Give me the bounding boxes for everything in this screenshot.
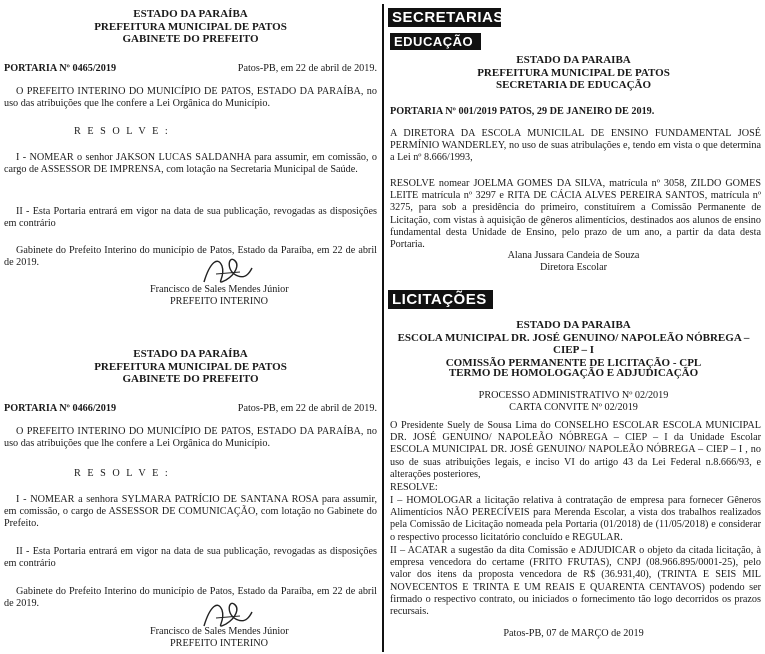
portaria1-sig-name: Francisco de Sales Mendes Júnior [150, 284, 289, 295]
portaria2-item2: II - Esta Portaria entrará em vigor na data de sua publicação, revogadas as disposições em contrário [4, 546, 377, 570]
header-line: ESTADO DA PARAIBA [516, 54, 631, 66]
licitacao-carta: CARTA CONVITE Nº 02/2019 [509, 402, 638, 413]
licitacao-item1: I – HOMOLOGAR a licitação relativa à contratação de empresa para fornecer Gêneros Alimentícios NÃO PERECÍVEIS para Merenda Escolar, a vista dos trabalhos realizados pela Comissão de Licitação nomeada pela Portaria (01/2018) de (11/05/2018) e considerar o respectivo processo licitatório concluído e REGULAR. [390, 495, 761, 543]
header-line: ESCOLA MUNICIPAL DR. JOSÉ GENUINO/ NAPOLEÃO NÓBREGA – CIEP – I [397, 331, 750, 356]
portaria1-sig-title: PREFEITO INTERINO [170, 296, 269, 307]
right-column [386, 0, 765, 654]
header-line: GABINETE DO PREFEITO [122, 33, 259, 45]
portaria1-date: Patos-PB, em 22 de abril de 2019. [237, 63, 377, 74]
licitacao-header [386, 319, 761, 369]
educacao-header [386, 54, 761, 92]
licitacao-resolve: RESOLVE: [390, 482, 438, 493]
educacao-para2: RESOLVE nomear JOELMA GOMES DA SILVA, matrícula nº 3058, ZILDO GOMES LEITE matrícula nº 3297 e RITA DE CÁCIA ALVES PEREIRA SANTOS, matrícula nº 3275, para sob a presidência do primeiro, constituírem a Comissão Permanente de Licitação, com vistas à aquisição de gêneros alimentícios, destinados aos alunos de ensino fundamental desta Unidade de Ensino, pelo prazo de um ano, a partir da data desta Portaria. [390, 178, 761, 251]
header-line: PREFEITURA MUNICIPAL DE PATOS [477, 66, 670, 79]
portaria1-number: PORTARIA Nº 0465/2019 [4, 63, 117, 74]
header-line: ESTADO DA PARAÍBA [133, 8, 248, 20]
section-title-secretarias: SECRETARIAS [388, 8, 501, 27]
portaria1-intro: O PREFEITO INTERINO DO MUNICÍPIO DE PATOS, ESTADO DA PARAÍBA, no uso das atribuições que lhe confere a Lei Orgânica do Município. [4, 86, 377, 110]
portaria2-number-row [4, 403, 377, 415]
portaria2-date: Patos-PB, em 22 de abril de 2019. [237, 403, 377, 414]
educacao-para1: A DIRETORA DA ESCOLA MUNICILAL DE ENSINO FUNDAMENTAL JOSÉ PERMÍNIO WANDERLEY, no uso de suas atribulações e, tendo em vista o que determina a Lei nº 8.666/1993, [390, 128, 761, 164]
header-line: ESTADO DA PARAÍBA [133, 348, 248, 360]
portaria1-number-row [4, 63, 377, 75]
section-title-educacao: EDUCAÇÃO [390, 33, 481, 50]
portaria2-sig-title: PREFEITO INTERINO [170, 638, 269, 649]
licitacao-termo: TERMO DE HOMOLOGAÇÃO E ADJUDICAÇÃO [448, 367, 699, 379]
portaria1-item2: II - Esta Portaria entrará em vigor na data de sua publicação, revogadas as disposições em contrário [4, 206, 377, 230]
header-line: SECRETARIA DE EDUCAÇÃO [495, 79, 652, 91]
licitacao-processo: PROCESSO ADMINISTRATIVO Nº 02/2019 [478, 390, 669, 401]
educacao-sig-title: Diretora Escolar [539, 262, 608, 273]
educacao-sig-name: Alana Jussara Candeia de Souza [507, 250, 640, 261]
portaria2-sig-name: Francisco de Sales Mendes Júnior [150, 626, 289, 637]
left-column [0, 0, 381, 654]
portaria1-closing: Gabinete do Prefeito Interino do município de Patos, Estado da Paraíba, em 22 de abril de 2019. [4, 245, 377, 269]
header-line: PREFEITURA MUNICIPAL DE PATOS [94, 360, 287, 373]
header-line: GABINETE DO PREFEITO [122, 373, 259, 385]
licitacao-para1: O Presidente Suely de Sousa Lima do CONSELHO ESCOLAR ESCOLA MUNICIPAL DR. JOSÉ GENUINO/ NAPOLEÃO NÓBREGA – CIEP – I da Unidade Escolar ESCOLA MUNICIPAL DR. JOSÉ GENUINO/ NAPOLEÃO NÓBREGA – CIEP – I , no uso de suas atribuições legais, e inciso VI do artigo 43 da Lei Federal n.8.666/93, e alterações posteriores, [390, 420, 761, 480]
licitacao-item2: II – ACATAR a sugestão da dita Comissão e ADJUDICAR o objeto da citada licitação, à empresa vencedora do certame (FRITO FRUTAS), CNPJ (08.966.895/0001-25), pelo valor dos itens da proposta vencedora de R$ (36.931,40), (TRINTA E SEIS MIL NOVECENTOS E TRINTA E UM REAIS E QUARENTA CENTAVOS) podendo ser firmado o respectivo contrato, ou iniciados o fornecimento tão logo decorridos os prazos recursais. [390, 545, 761, 618]
header-line: PREFEITURA MUNICIPAL DE PATOS [94, 20, 287, 33]
portaria2-item1: I - NOMEAR a senhora SYLMARA PATRÍCIO DE SANTANA ROSA para assumir, em comissão, o cargo de ASSESSOR DE COMUNICAÇÃO, com lotação no Gabinete do Prefeito. [4, 494, 377, 530]
header-line: ESTADO DA PARAIBA [516, 319, 631, 331]
header-line: COMISSÃO PERMANENTE DE LICITAÇÃO - CPL [445, 356, 702, 369]
portaria1-item1: I - NOMEAR o senhor JAKSON LUCAS SALDANHA para assumir, em comissão, o cargo de ASSESSOR DE IMPRENSA, com lotação na Secretaria Municipal de Saúde. [4, 152, 377, 176]
portaria1-resolve: R E S O L V E : [74, 126, 170, 137]
portaria1-header [0, 8, 381, 46]
portaria2-number: PORTARIA Nº 0466/2019 [4, 403, 117, 414]
section-title-licitacoes: LICITAÇÕES [388, 290, 493, 309]
portaria2-resolve: R E S O L V E : [74, 468, 170, 479]
portaria2-header [0, 348, 381, 386]
licitacao-date: Patos-PB, 07 de MARÇO de 2019 [503, 628, 644, 639]
portaria2-closing: Gabinete do Prefeito Interino do município de Patos, Estado da Paraíba, em 22 de abril de 2019. [4, 586, 377, 610]
educacao-portaria-number: PORTARIA Nº 001/2019 PATOS, 29 DE JANEIRO DE 2019. [390, 106, 655, 117]
column-divider [382, 4, 384, 652]
portaria2-intro: O PREFEITO INTERINO DO MUNICÍPIO DE PATOS, ESTADO DA PARAÍBA, no uso das atribuições que lhe confere a Lei Orgânica do Município. [4, 426, 377, 450]
